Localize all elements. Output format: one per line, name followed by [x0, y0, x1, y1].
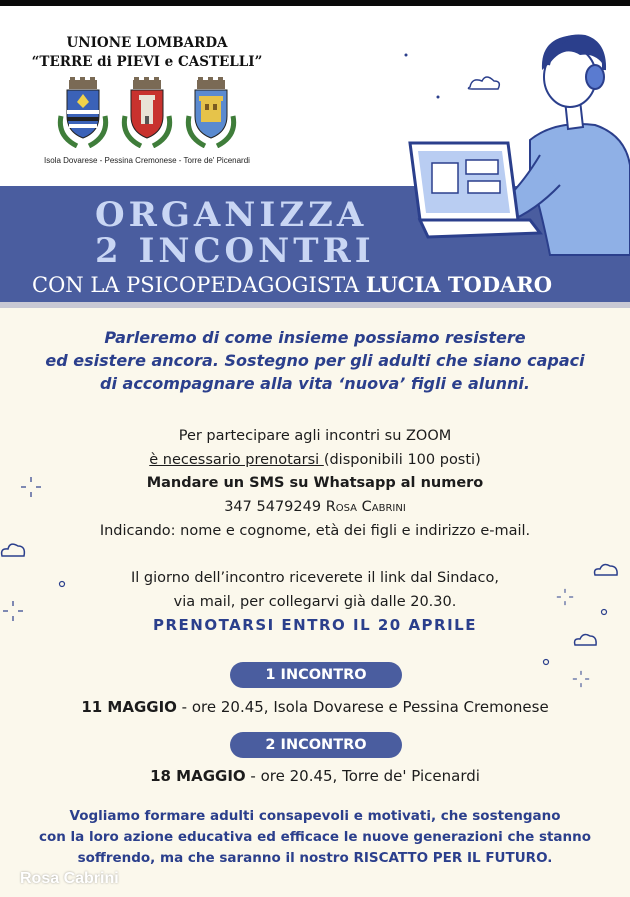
subtitle-prefix: CON LA PSICOPEDAGOGISTA	[32, 273, 366, 297]
meeting2-info	[15, 765, 615, 787]
sparkle-icon	[556, 588, 574, 606]
intro-line2: ed esistere ancora. Sostegno per gli adulti che siano capaci	[45, 351, 585, 370]
union-line1: UNIONE LOMBARDA	[66, 35, 228, 51]
booking-line3: Mandare un SMS su Whatsapp al numero	[146, 475, 484, 491]
meeting1-date: 11 MAGGIO	[81, 698, 177, 716]
cloud-icon	[0, 538, 26, 560]
meeting1-details: - ore 20.45, Isola Dovarese e Pessina Cremonese	[176, 698, 549, 716]
meeting1-badge: 1 INCONTRO	[230, 662, 402, 688]
meeting2-date: 18 MAGGIO	[150, 767, 246, 785]
deadline-text: PRENOTARSI ENTRO IL 20 APRILE	[153, 616, 477, 634]
phone-number: 347 5479249	[224, 499, 322, 515]
closing-highlight: RISCATTO PER IL FUTURO	[353, 850, 548, 866]
subtitle	[32, 270, 612, 300]
dot-icon	[542, 658, 550, 666]
booking-line2	[15, 449, 615, 471]
person-laptop-headphones-illustration	[380, 15, 630, 275]
cloud-icon	[572, 630, 598, 648]
link-info-line1: Il giorno dell’incontro riceverete il link dal Sindaco,	[130, 570, 500, 586]
booking-line5: Indicando: nome e cognome, età dei figli e indirizzo e-mail.	[99, 523, 531, 539]
dot-icon	[58, 580, 66, 588]
meeting2-badge: 2 INCONTRO	[230, 732, 402, 758]
closing-line3-prefix: soffrendo, ma che saranno il nostro	[77, 850, 354, 866]
link-info-line2: via mail, per collegarvi già dalle 20.30.	[173, 594, 457, 610]
cloud-icon	[592, 560, 620, 578]
union-line2: “TERRE di PIEVI e CASTELLI”	[31, 54, 263, 70]
crests	[55, 76, 245, 148]
crest-torre-de-picenardi-icon	[183, 76, 239, 148]
booking-phone-line	[15, 496, 615, 518]
closing-line3	[10, 848, 620, 869]
watermark: Rosa Cabrini	[20, 870, 119, 887]
dot-icon	[600, 608, 608, 616]
union-title	[22, 34, 272, 72]
sparkle-icon	[20, 476, 42, 498]
sparkle-icon	[2, 600, 24, 622]
title-line1: ORGANIZZA	[95, 195, 368, 235]
booking-line1: Per partecipare agli incontri su ZOOM	[178, 428, 452, 444]
towns-list: Isola Dovarese - Pessina Cremonese - Torre de' Picenardi	[44, 156, 250, 165]
intro-line1: Parleremo di come insieme possiamo resistere	[104, 328, 526, 347]
meeting1-info	[15, 696, 615, 718]
closing-line2: con la loro azione educativa ed efficace le nuove generazioni che stanno	[38, 829, 592, 845]
title-line2: 2 INCONTRI	[95, 231, 375, 271]
closing-line3-suffix: .	[547, 850, 553, 866]
booking-required: è necessario prenotarsi	[149, 452, 324, 468]
crest-pessina-cremonese-icon	[119, 76, 175, 148]
contact-name: Rosa Cabrini	[325, 499, 406, 515]
closing-line1: Vogliamo formare adulti consapevoli e motivati, che sostengano	[69, 808, 561, 824]
closing-text	[10, 806, 620, 869]
intro-line3: di accompagnare alla vita ‘nuova’ figli e alunni.	[100, 374, 530, 393]
meeting2-details: - ore 20.45, Torre de' Picenardi	[245, 767, 480, 785]
crest-isola-dovarese-icon	[55, 76, 111, 148]
intro-text	[20, 326, 610, 395]
title-band-shadow	[0, 302, 630, 308]
booking-seats: (disponibili 100 posti)	[323, 452, 481, 468]
speaker-name: LUCIA TODARO	[365, 272, 553, 297]
sparkle-icon	[572, 670, 590, 688]
